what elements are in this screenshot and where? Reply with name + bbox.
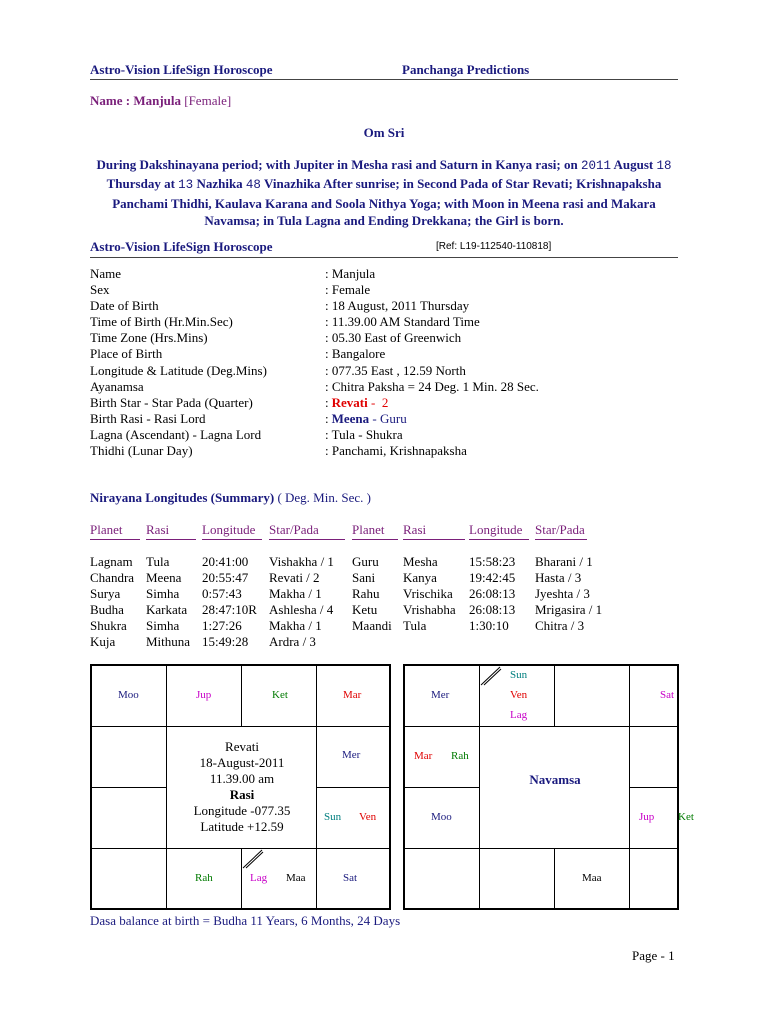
lagna-label: Lag xyxy=(250,872,268,884)
reference-number: [Ref: L19-112540-110818] xyxy=(436,241,552,252)
detail-row xyxy=(90,298,539,314)
planet-saturn: Sat xyxy=(343,872,358,884)
detail-key: Lagna (Ascendant) - Lagna Lord xyxy=(90,426,262,442)
detail-value: : Manjula xyxy=(325,266,376,281)
planet-mars: Mar xyxy=(343,689,362,701)
star-col-left xyxy=(269,554,334,651)
planet-name: Rahu xyxy=(352,586,380,602)
rasi-house-simha xyxy=(317,788,389,849)
intro-part1: During Dakshinayana period; with Jupiter in Mesha rasi and Saturn in Kanya rasi; on xyxy=(96,157,578,172)
detail-row xyxy=(90,443,539,459)
longitude-value: 26:08:13 xyxy=(469,586,516,602)
planet-ketu: Ket xyxy=(272,689,288,701)
center-star: Revati xyxy=(225,739,259,754)
planet-ketu: Ket xyxy=(678,811,694,823)
planet-rahu: Rah xyxy=(195,872,213,884)
rasi-house-makara xyxy=(92,788,167,849)
rasi-name: Simha xyxy=(146,618,180,634)
planet-name: Guru xyxy=(352,554,379,569)
navamsa-house-vrischika xyxy=(480,849,555,908)
rasi-chart xyxy=(90,664,391,910)
col-header-rasi: Rasi xyxy=(146,522,170,537)
detail-key: Birth Rasi - Rasi Lord xyxy=(90,410,206,426)
intro-month: August xyxy=(613,157,654,172)
rasi-name: Karkata xyxy=(146,602,188,618)
detail-key: Time Zone (Hrs.Mins) xyxy=(90,330,208,346)
birth-rasi: Meena xyxy=(331,410,370,426)
planet-col-left xyxy=(90,554,134,651)
birth-star-pada: - 2 xyxy=(367,394,389,410)
rasi-name: Vrishabha xyxy=(403,602,456,618)
intro-nazhika: 13 xyxy=(178,178,194,193)
col-header-planet-2: Planet xyxy=(352,522,385,537)
col-header-star-pada: Star/Pada xyxy=(269,522,319,537)
detail-value: : 18 August, 2011 Thursday xyxy=(325,298,470,314)
detail-row xyxy=(90,266,539,282)
nirayana-units: ( Deg. Min. Sec. ) xyxy=(274,490,371,505)
nirayana-title: Nirayana Longitudes (Summary) xyxy=(90,490,275,505)
birth-details xyxy=(90,266,539,459)
longitude-value: 20:55:47 xyxy=(202,570,249,586)
longitude-value: 1:30:10 xyxy=(469,618,509,634)
center-date: 18-August-2011 xyxy=(199,755,285,770)
planet-name: Ketu xyxy=(352,602,378,618)
planet-col-right xyxy=(352,554,392,634)
detail-key: Ayanamsa xyxy=(90,378,144,394)
longitude-value: 1:27:26 xyxy=(202,618,242,634)
planet-jupiter: Jup xyxy=(639,811,655,823)
detail-key: Thidhi (Lunar Day) xyxy=(90,443,193,459)
star-pada: Hasta / 3 xyxy=(535,570,582,586)
rasi-lord: - Guru xyxy=(369,410,407,426)
detail-value: : 05.30 East of Greenwich xyxy=(325,330,462,346)
col-underline xyxy=(535,539,587,540)
section2-rule xyxy=(90,257,678,258)
name-label: Name : Manjula xyxy=(90,93,181,108)
detail-key: Sex xyxy=(90,282,110,298)
detail-value: : Tula - Shukra xyxy=(325,426,403,442)
rasi-name: Simha xyxy=(146,586,180,602)
navamsa-title: Navamsa xyxy=(529,772,581,787)
longitude-value: 0:57:43 xyxy=(202,586,242,602)
detail-row-birth-star xyxy=(90,395,539,411)
planet-moon: Moo xyxy=(431,811,452,823)
star-pada: Chitra / 3 xyxy=(535,618,585,634)
detail-row xyxy=(90,379,539,395)
intro-paragraph xyxy=(90,156,678,230)
navamsa-house-kanya xyxy=(630,849,677,908)
intro-vinazhika: 48 xyxy=(245,178,261,193)
rasi-house-mesha xyxy=(167,666,242,727)
rasi-col-left xyxy=(146,554,190,651)
rasi-name: Mithuna xyxy=(146,634,191,650)
detail-row xyxy=(90,346,539,362)
col-header-rasi-2: Rasi xyxy=(403,522,427,537)
nirayana-heading xyxy=(90,490,371,506)
col-header-longitude: Longitude xyxy=(202,522,256,537)
planet-mercury: Mer xyxy=(342,749,361,761)
navamsa-house-vrishabha xyxy=(555,666,630,727)
navamsa-house-kumbha xyxy=(405,727,480,788)
gender: [Female] xyxy=(184,93,232,108)
rasi-center-info xyxy=(167,739,317,835)
planet-name: Surya xyxy=(90,586,121,602)
navamsa-house-makara xyxy=(405,788,480,849)
detail-row xyxy=(90,363,539,379)
rasi-house-mithuna xyxy=(317,666,389,727)
planet-venus: Ven xyxy=(510,689,528,701)
detail-row xyxy=(90,330,539,346)
center-latitude: Latitude +12.59 xyxy=(200,819,284,834)
navamsa-house-mesha xyxy=(480,666,555,727)
lagna-label: Lag xyxy=(510,709,528,721)
planet-moon: Moo xyxy=(118,689,139,701)
star-pada: Jyeshta / 3 xyxy=(535,586,590,602)
col-underline xyxy=(146,539,196,540)
header-rule xyxy=(90,79,678,80)
lagna-marker-icon xyxy=(480,666,502,686)
navamsa-house-mithuna xyxy=(630,666,677,727)
rasi-house-dhanu xyxy=(92,849,167,908)
header-left: Astro-Vision LifeSign Horoscope xyxy=(90,62,273,77)
rasi-col-right xyxy=(403,554,456,634)
intro-year: 2011 xyxy=(580,159,611,173)
colon: : xyxy=(325,410,329,426)
planet-rahu: Rah xyxy=(451,750,469,762)
star-pada: Mrigasira / 1 xyxy=(535,602,603,618)
star-pada: Bharani / 1 xyxy=(535,554,593,569)
navamsa-center-panel xyxy=(480,727,630,849)
rasi-house-kumbha xyxy=(92,727,167,788)
rasi-name: Mesha xyxy=(403,554,438,569)
rasi-house-tula xyxy=(242,849,317,908)
planet-name: Sani xyxy=(352,570,376,586)
longitude-value: 26:08:13 xyxy=(469,602,516,618)
planet-name: Kuja xyxy=(90,634,116,650)
planet-name: Budha xyxy=(90,602,124,618)
detail-value: : 077.35 East , 12.59 North xyxy=(325,362,466,378)
planet-maandi: Maa xyxy=(286,872,306,884)
rasi-house-vrishabha xyxy=(242,666,317,727)
star-pada: Vishakha / 1 xyxy=(269,554,334,569)
planet-mercury: Mer xyxy=(431,689,450,701)
center-time: 11.39.00 am xyxy=(209,771,275,786)
longitude-value: 19:42:45 xyxy=(469,570,516,586)
col-header-star-pada-2: Star/Pada xyxy=(535,522,585,537)
planet-venus: Ven xyxy=(359,811,377,823)
longitude-value: 15:58:23 xyxy=(469,554,516,569)
rasi-house-meena xyxy=(92,666,167,727)
detail-value: : Bangalore xyxy=(325,346,386,362)
col-header-longitude-2: Longitude xyxy=(469,522,523,537)
detail-row-birth-rasi xyxy=(90,411,539,427)
detail-key: Name xyxy=(90,266,122,281)
rasi-name: Vrischika xyxy=(403,586,453,602)
col-underline xyxy=(352,539,398,540)
planet-mars: Mar xyxy=(414,750,433,762)
longitude-value: 28:47:10R xyxy=(202,602,257,618)
planet-saturn: Sat xyxy=(660,689,675,701)
detail-value: : 11.39.00 AM Standard Time xyxy=(325,314,480,330)
intro-nazhika-label: Nazhika xyxy=(196,176,243,192)
rasi-house-kanya xyxy=(317,849,389,908)
star-pada: Ashlesha / 4 xyxy=(269,602,334,618)
star-pada: Makha / 1 xyxy=(269,586,322,602)
col-underline xyxy=(202,539,262,540)
header-right: Panchanga Predictions xyxy=(402,62,530,77)
star-pada: Ardra / 3 xyxy=(269,634,316,650)
planet-sun: Sun xyxy=(324,811,342,823)
star-col-right xyxy=(535,554,602,634)
detail-value: : Panchami, Krishnapaksha xyxy=(325,443,467,459)
section2-title: Astro-Vision LifeSign Horoscope xyxy=(90,239,273,254)
col-underline xyxy=(90,539,140,540)
navamsa-house-meena xyxy=(405,666,480,727)
rasi-house-karkata xyxy=(317,727,389,788)
planet-name: Lagnam xyxy=(90,554,133,569)
longitude-value: 15:49:28 xyxy=(202,634,249,650)
planet-name: Shukra xyxy=(90,618,127,634)
page-number: Page - 1 xyxy=(632,948,675,963)
planet-jupiter: Jup xyxy=(196,689,212,701)
detail-value: : Female xyxy=(325,282,371,298)
lagna-marker-icon xyxy=(242,849,264,869)
intro-day: 18 xyxy=(656,159,672,173)
col-underline xyxy=(469,539,529,540)
detail-key: Birth Star - Star Pada (Quarter) xyxy=(90,394,253,410)
rasi-name: Tula xyxy=(146,554,170,569)
rasi-name: Kanya xyxy=(403,570,437,586)
rasi-center-panel xyxy=(167,727,317,849)
navamsa-house-tula xyxy=(555,849,630,908)
detail-key: Place of Birth xyxy=(90,346,163,362)
col-underline xyxy=(269,539,345,540)
planet-name: Maandi xyxy=(352,618,392,634)
col-header-planet: Planet xyxy=(90,522,123,537)
colon: : xyxy=(325,394,329,410)
longitude-value: 20:41:00 xyxy=(202,554,249,569)
name-line xyxy=(90,93,231,109)
detail-row xyxy=(90,282,539,298)
om-sri: Om Sri xyxy=(363,125,405,140)
birth-star: Revati xyxy=(331,394,368,410)
navamsa-chart xyxy=(403,664,694,910)
longitude-col-left xyxy=(202,554,257,651)
rasi-title: Rasi xyxy=(229,787,255,802)
detail-key: Time of Birth (Hr.Min.Sec) xyxy=(90,314,233,330)
planet-sun: Sun xyxy=(510,669,528,681)
navamsa-house-karkata xyxy=(630,727,677,788)
planet-maandi: Maa xyxy=(582,872,602,884)
navamsa-house-simha xyxy=(630,788,694,849)
intro-part2: Vinazhika After sunrise; in Second Pada of Star Revati; Krishnapaksha Panchami Thidhi, Kaulava Karana and Soola Nithya Yoga; with Moon in Meena rasi and Makara Navamsa; in Tula Lagna and Ending Drekkana; the Girl is born. xyxy=(112,176,662,229)
planet-name: Chandra xyxy=(90,570,135,586)
detail-value: : Chitra Paksha = 24 Deg. 1 Min. 28 Sec. xyxy=(325,378,539,394)
star-pada: Makha / 1 xyxy=(269,618,322,634)
col-underline xyxy=(403,539,465,540)
detail-key: Date of Birth xyxy=(90,298,159,314)
star-pada: Revati / 2 xyxy=(269,570,320,586)
intro-weekday: Thursday at xyxy=(106,176,175,192)
center-longitude: Longitude -077.35 xyxy=(193,803,291,818)
dasa-balance: Dasa balance at birth = Budha 11 Years, 6 Months, 24 Days xyxy=(90,913,401,928)
rasi-name: Tula xyxy=(403,618,427,634)
rasi-house-vrischika xyxy=(167,849,242,908)
navamsa-house-dhanu xyxy=(405,849,480,908)
longitude-col-right xyxy=(469,554,515,634)
detail-row xyxy=(90,314,539,330)
rasi-name: Meena xyxy=(146,570,182,586)
detail-row xyxy=(90,427,539,443)
detail-key: Longitude & Latitude (Deg.Mins) xyxy=(90,362,267,378)
